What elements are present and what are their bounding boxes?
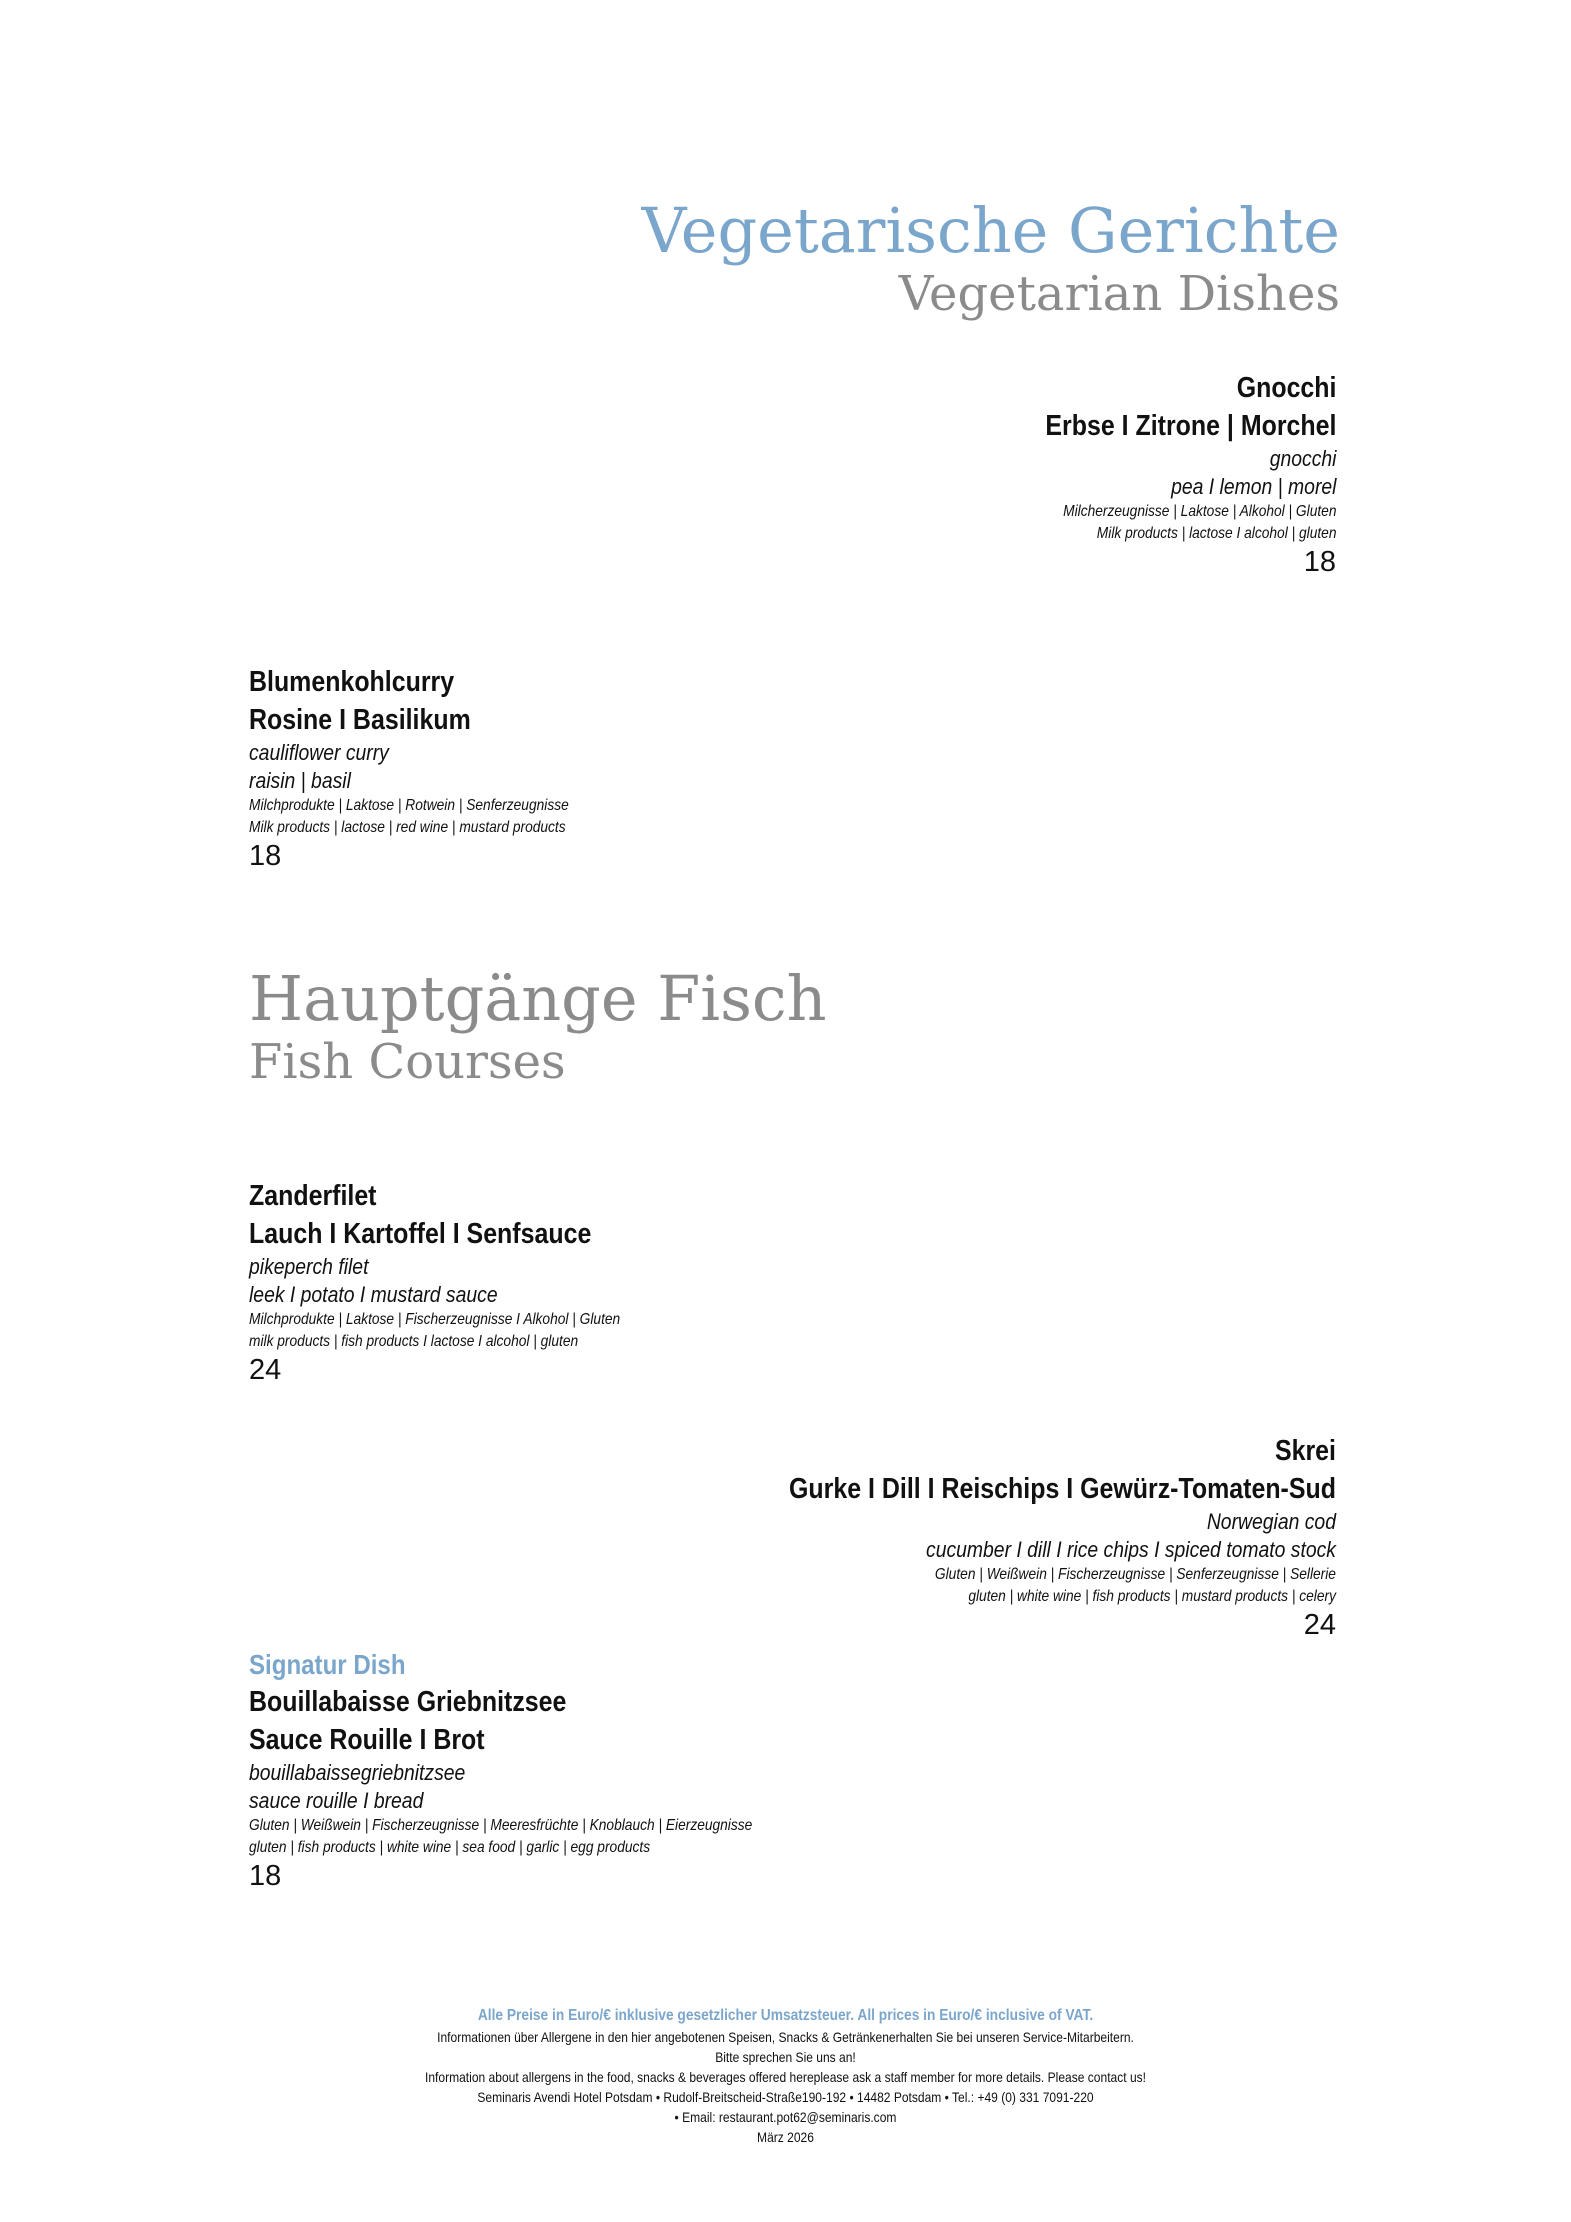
allergens-de: Milcherzeugnisse | Laktose | Alkohol | Gluten xyxy=(1062,503,1336,520)
dish-skrei xyxy=(700,1432,1336,1642)
footer-address: Seminaris Avendi Hotel Potsdam • Rudolf-Breitscheid-Straße190-192 • 14482 Potsdam • Tel.: +49 (0) 331 7091-220 xyxy=(477,2089,1094,2105)
dish-name-de-line1: Skrei xyxy=(1274,1435,1336,1467)
footer xyxy=(0,2005,1571,2147)
allergens-de: Gluten | Weißwein | Fischerzeugnisse | Meeresfrüchte | Knoblauch | Eierzeugnisse xyxy=(249,1817,753,1834)
vegetarian-title-de: Vegetarische Gerichte xyxy=(641,194,1340,267)
allergens-en: gluten | fish products | white wine | sea food | garlic | egg products xyxy=(249,1839,651,1856)
footer-contact-us-de: Bitte sprechen Sie uns an! xyxy=(715,2049,856,2065)
dish-name-en-line1: bouillabaissegriebnitzsee xyxy=(249,1760,466,1785)
dish-name-de-line1: Gnocchi xyxy=(1236,372,1336,404)
dish-name-en-line2: cucumber I dill I rice chips I spiced tomato stock xyxy=(926,1537,1336,1562)
allergens-de: Milchprodukte | Laktose | Rotwein | Senferzeugnisse xyxy=(249,797,569,814)
dish-name-de-line2: Gurke I Dill I Reischips I Gewürz-Tomaten-Sud xyxy=(789,1473,1336,1505)
allergens-de: Milchprodukte | Laktose | Fischerzeugnisse I Alkohol | Gluten xyxy=(249,1311,621,1328)
dish-name-de-line1: Zanderfilet xyxy=(249,1180,377,1212)
dish-name-de-line1: Bouillabaisse Griebnitzsee xyxy=(249,1686,567,1718)
dish-name-de-line1: Blumenkohlcurry xyxy=(249,666,455,698)
dish-bouillabaisse xyxy=(249,1647,834,1893)
fish-title-en: Fish Courses xyxy=(249,1034,566,1090)
dish-price: 18 xyxy=(249,1860,282,1892)
dish-price: 24 xyxy=(1303,1609,1336,1641)
dish-name-en-line2: raisin | basil xyxy=(249,768,351,793)
fish-section-heading xyxy=(249,964,827,1090)
allergens-en: Milk products | lactose | red wine | mustard products xyxy=(249,819,566,836)
allergens-en: gluten | white wine | fish products | mustard products | celery xyxy=(968,1588,1336,1605)
footer-date: März 2026 xyxy=(757,2129,814,2145)
dish-zanderfilet xyxy=(249,1177,681,1387)
dish-price: 18 xyxy=(249,840,282,872)
vegetarian-title-en: Vegetarian Dishes xyxy=(898,266,1340,322)
footer-allergen-info-en: Information about allergens in the food, snacks & beverages offered hereplease ask a staff member for more details. Please contact us! xyxy=(424,2069,1147,2085)
footer-email: • Email: restaurant.pot62@seminaris.com xyxy=(674,2109,897,2125)
dish-name-en-line1: pikeperch filet xyxy=(249,1254,369,1279)
dish-name-de-line2: Erbse I Zitrone | Morchel xyxy=(1044,410,1336,442)
dish-name-en-line2: leek I potato I mustard sauce xyxy=(249,1282,498,1307)
fish-title-de: Hauptgänge Fisch xyxy=(249,962,827,1035)
footer-allergen-info-de: Informationen über Allergene in den hier angebotenen Speisen, Snacks & Getränkenerhalten Sie bei unseren Service-Mitarbeitern. xyxy=(437,2029,1134,2045)
dish-name-en-line1: Norwegian cod xyxy=(1206,1509,1336,1534)
dish-name-en-line2: sauce rouille I bread xyxy=(249,1788,424,1813)
dish-name-en-line1: cauliflower curry xyxy=(249,740,389,765)
dish-gnocchi xyxy=(998,369,1336,579)
dish-blumenkohlcurry xyxy=(249,663,621,873)
footer-vat-note: Alle Preise in Euro/€ inklusive gesetzlicher Umsatzsteuer. All prices in Euro/€ inclusive of VAT. xyxy=(477,2007,1094,2024)
allergens-de: Gluten | Weißwein | Fischerzeugnisse | Senferzeugnisse | Sellerie xyxy=(934,1566,1336,1583)
dish-price: 24 xyxy=(249,1354,282,1386)
allergens-en: Milk products | lactose I alcohol | gluten xyxy=(1096,525,1336,542)
signature-dish-label: Signatur Dish xyxy=(249,1649,406,1680)
dish-name-en-line1: gnocchi xyxy=(1269,446,1336,471)
dish-price: 18 xyxy=(1303,546,1336,578)
dish-name-de-line2: Rosine I Basilikum xyxy=(249,704,471,736)
allergens-en: milk products | fish products I lactose I alcohol | gluten xyxy=(249,1333,579,1350)
dish-name-en-line2: pea I lemon | morel xyxy=(1170,474,1336,499)
vegetarian-section-heading xyxy=(642,196,1340,322)
dish-name-de-line2: Sauce Rouille I Brot xyxy=(249,1724,485,1756)
dish-name-de-line2: Lauch I Kartoffel I Senfsauce xyxy=(249,1218,592,1250)
